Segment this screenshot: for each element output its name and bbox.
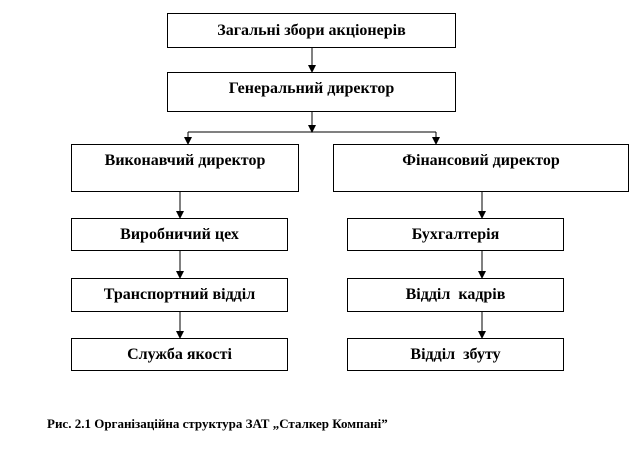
node-quality: [71, 338, 288, 371]
node-production-label: Виробничий цех: [120, 225, 239, 243]
node-transport-label: Транспортний відділ: [103, 286, 256, 303]
node-accounting-label: Бухгалтерія: [411, 225, 500, 243]
node-accounting: [347, 218, 564, 251]
node-shareholders-label: Загальні збори акціонерів: [217, 21, 406, 39]
node-shareholders: [167, 13, 456, 48]
node-executive-director: [71, 144, 299, 192]
node-quality-label: Служба якості: [127, 345, 232, 363]
node-sales-label: Відділ збуту: [410, 345, 501, 363]
node-production: [71, 218, 288, 251]
node-transport: [71, 278, 288, 312]
node-financial-director: [333, 144, 629, 192]
node-executive-director-label: Виконавчий директор: [104, 152, 266, 169]
node-hr: [347, 278, 564, 312]
node-general-director-label: Генеральний директор: [228, 80, 395, 97]
node-sales: [347, 338, 564, 371]
node-hr-label: Відділ кадрів: [405, 286, 506, 303]
node-general-director: [167, 72, 456, 112]
figure-caption: Рис. 2.1 Організаційна структура ЗАТ „Сталкер Компані”: [47, 416, 388, 431]
node-financial-director-label: Фінансовий директор: [402, 152, 560, 169]
